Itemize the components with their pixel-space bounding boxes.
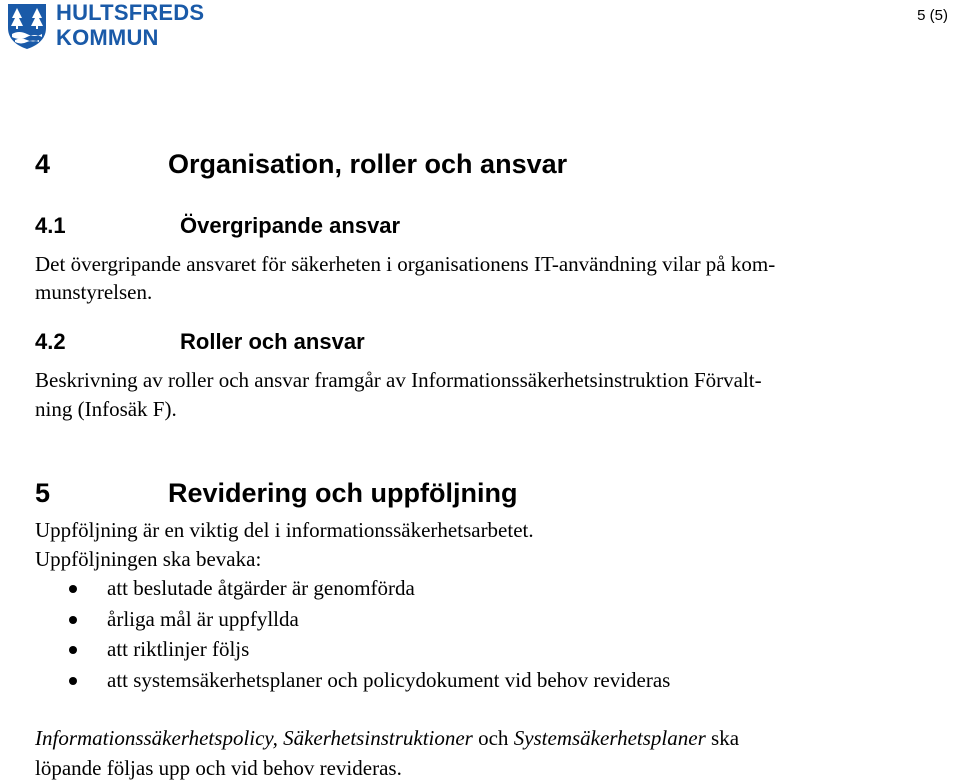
section-4-number: 4 [35, 149, 51, 179]
document-name: Systemsäkerhetsplaner [513, 726, 706, 750]
hultsfreds-kommun-logo [4, 2, 204, 52]
list-item [35, 634, 670, 665]
section-5-title: Revidering och uppföljning [168, 478, 518, 508]
closing-paragraph-line-1 [35, 724, 739, 752]
paragraph-4-2-line-1: Beskrivning av roller och ansvar framgår av Informationssäkerhetsinstruktion Förvalt- [35, 368, 762, 392]
list-item-text: att systemsäkerhetsplaner och policydokument vid behov revideras [107, 667, 671, 692]
logo-wordmark [56, 2, 204, 49]
logo-line-1: HULTSFREDS [56, 0, 205, 25]
conjunction: och [478, 726, 509, 750]
document-name: Informationssäkerhetspolicy, [35, 726, 278, 750]
list-item [35, 573, 670, 604]
bullet-icon [69, 646, 77, 654]
bullet-icon [69, 616, 77, 624]
list-item [35, 665, 670, 696]
logo-line-2: KOMMUN [56, 25, 159, 50]
closing-paragraph-line-2: löpande följas upp och vid behov revideras. [35, 756, 402, 780]
document-name: Säkerhetsinstruktioner [283, 726, 473, 750]
section-4-title: Organisation, roller och ansvar [168, 149, 568, 179]
page-number: 5 (5) [917, 7, 948, 24]
list-item-text: att riktlinjer följs [107, 637, 250, 661]
subsection-4-1-title: Övergripande ansvar [180, 213, 401, 238]
paragraph-5-line-1: Uppföljning är en viktig del i informationssäkerhetsarbetet. [35, 518, 534, 542]
section-5-number: 5 [35, 478, 51, 508]
subsection-4-2-title: Roller och ansvar [180, 329, 365, 354]
subsection-4-2-number: 4.2 [35, 329, 66, 354]
list-item [35, 604, 670, 635]
bullet-icon [69, 585, 77, 593]
bullet-icon [69, 677, 77, 685]
list-item-text: att beslutade åtgärder är genomförda [107, 576, 415, 600]
paragraph-4-1-line-2: munstyrelsen. [35, 280, 153, 304]
paragraph-5-line-2: Uppföljningen ska bevaka: [35, 547, 262, 571]
coat-of-arms-icon [6, 2, 48, 50]
paragraph-4-1-line-1: Det övergripande ansvaret för säkerheten i organisationens IT-användning vilar på kom- [35, 252, 776, 276]
list-item-text: årliga mål är uppfyllda [107, 606, 299, 631]
paragraph-4-2-line-2: ning (Infosäk F). [35, 397, 177, 421]
subsection-4-1-number: 4.1 [35, 213, 66, 238]
verb: ska [711, 726, 740, 750]
follow-up-list [35, 573, 670, 695]
